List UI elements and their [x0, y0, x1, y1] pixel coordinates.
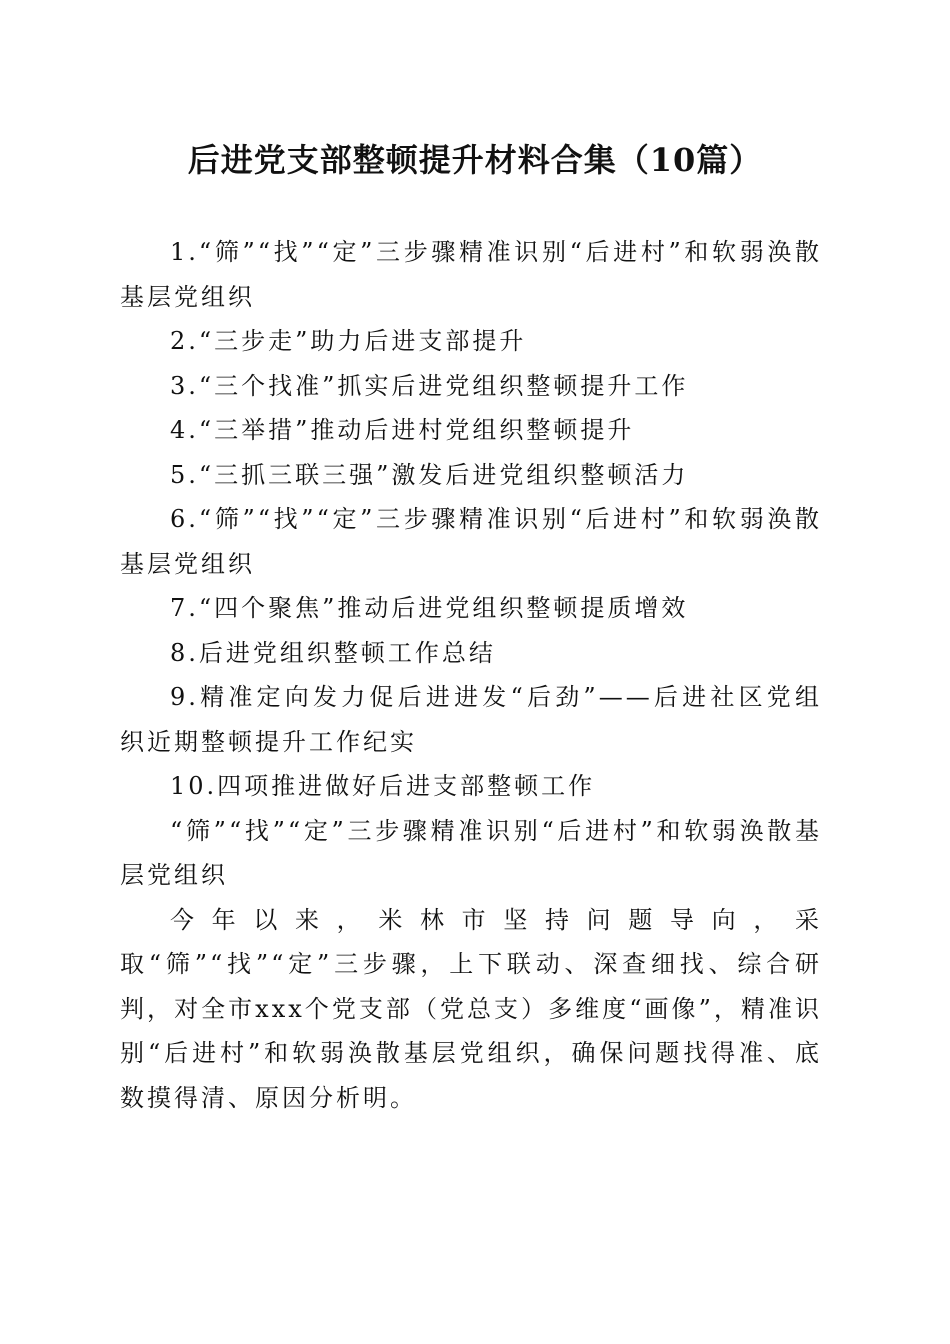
document-title: 后进党支部整顿提升材料合集（10篇） [187, 141, 763, 179]
article-body: 今年以来，米林市坚持问题导向，采取“筛”“找”“定”三步骤，上下联动、深查细找、综合研判，对全市xxx个党支部（党总支）多维度“画像”，精准识别“后进村”和软弱涣散基层党组织，确保问题找得准、底数摸得清、原因分析明。 [120, 905, 822, 1112]
document-content [120, 230, 822, 1120]
article-title: “筛”“找”“定”三步骤精准识别“后进村”和软弱涣散基层党组织 [120, 816, 822, 889]
toc-item-6: 6.“筛”“找”“定”三步骤精准识别“后进村”和软弱涣散基层党组织 [120, 505, 822, 578]
toc-item-10: 10.四项推进做好后进支部整顿工作 [170, 772, 596, 800]
toc-item-5: 5.“三抓三联三强”激发后进党组织整顿活力 [170, 460, 689, 489]
toc-item-7: 7.“四个聚焦”推动后进党组织整顿提质增效 [170, 594, 689, 622]
toc-item-3: 3.“三个找准”抓实后进党组织整顿提升工作 [170, 371, 689, 400]
toc-item-2: 2.“三步走”助力后进支部提升 [170, 327, 527, 355]
toc-item-9: 9.精准定向发力促后进进发“后劲”——后进社区党组织近期整顿提升工作纪实 [120, 683, 822, 756]
toc-item-1: 1.“筛”“找”“定”三步骤精准识别“后进村”和软弱涣散基层党组织 [120, 238, 822, 311]
toc-item-4: 4.“三举措”推动后进村党组织整顿提升 [170, 416, 635, 444]
toc-item-8: 8.后进党组织整顿工作总结 [170, 638, 496, 667]
